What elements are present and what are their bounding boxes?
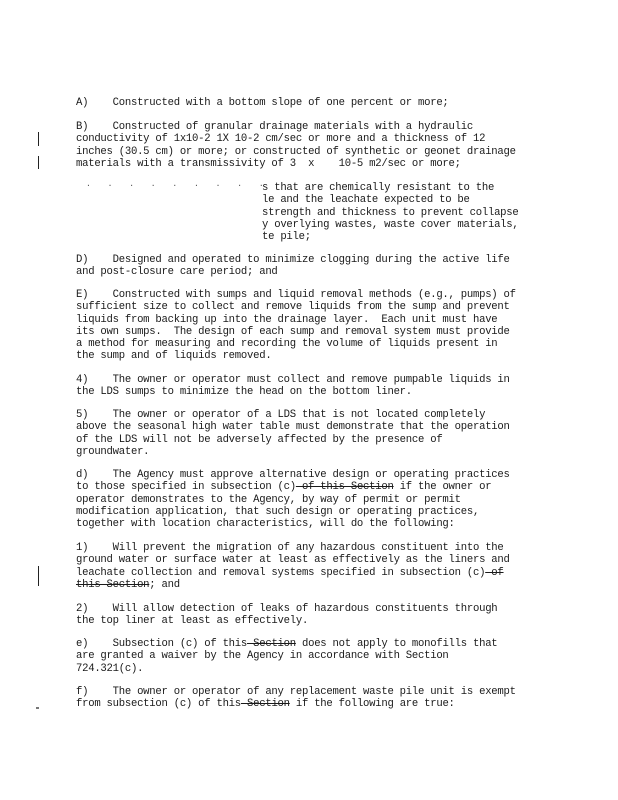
text-run: if the following are true: [289,698,455,711]
obscured-text-marks: . . . . . . . . . [86,180,270,189]
text-line: B) Constructed of granular drainage materials with a hydraulic [76,121,473,133]
text-line: above the seasonal high water table must demonstrate that the operation [76,421,510,434]
revision-bar [38,156,39,169]
struck-text: Section [240,698,290,711]
text-line: 1) Will prevent the migration of any hazardous constituent into the [76,542,504,554]
paragraph-4 [76,374,546,399]
text-run: leachate collection and removal systems specified in subsection (c) [76,566,486,579]
text-line: ground water or surface water at least as effectively as the liners and [76,554,510,567]
text-line: 724.321(c). [76,662,144,675]
paragraph-d-lower [76,469,546,530]
text-line: the LDS sumps to minimize the head on the bottom liner. [76,386,412,399]
text-line: together with location characteristics, will do the following: [76,518,455,531]
text-line [76,638,546,650]
text-line [76,481,546,493]
text-line [76,567,546,579]
struck-text: this Section [76,578,150,591]
struck-text: of this Section [295,481,394,494]
text-run: ; and [149,578,180,591]
text-line: s that are chemically resistant to the [262,182,495,194]
text-line: the top liner at least as effectively. [76,615,309,628]
paragraph-b [76,121,546,170]
text-line: d) The Agency must approve alternative design or operating practices [76,469,510,481]
revision-bar [38,566,39,586]
text-line: its own sumps. The design of each sump and removal system must provide [76,325,510,338]
text-line: the sump and of liquids removed. [76,350,272,363]
text-line: le and the leachate expected to be [262,194,470,207]
text-line: y overlying wastes, waste cover materials, [262,218,519,231]
text-line: 4) The owner or operator must collect and remove pumpable liquids in [76,374,510,386]
struck-text: of [485,566,504,579]
text-line: A) Constructed with a bottom slope of one percent or more; [76,97,449,109]
text-line: materials with a transmissivity of 3 x 10-5 m2/sec or more; [76,157,461,170]
text-line: E) Constructed with sumps and liquid removal methods (e.g., pumps) of [76,289,516,301]
text-run: does not apply to monofills that [295,638,498,650]
text-line: liquids from backing up into the drainage layer. Each unit must have [76,313,498,326]
text-run: e) Subsection (c) of this [76,638,248,650]
text-line: strength and thickness to prevent collapse [262,206,519,219]
text-line: D) Designed and operated to minimize clogging during the active life [76,254,510,266]
struck-text: Section [247,638,296,650]
text-run: if the owner or [393,481,492,494]
paragraph-5 [76,409,546,458]
paragraph-c-fragment [262,182,562,243]
text-line: 2) Will allow detection of leaks of hazardous constituents through [76,603,498,615]
text-run: to those specified in subsection (c) [76,481,296,494]
paragraph-2 [76,603,546,628]
margin-mark [36,707,39,709]
revision-bar [38,132,39,146]
text-line: a method for measuring and recording the volume of liquids present in [76,338,498,351]
text-line: and post-closure care period; and [76,266,278,279]
text-line: f) The owner or operator of any replacement waste pile unit is exempt [76,686,516,698]
text-line: modification application, that such design or operating practices, [76,505,480,518]
text-line: sufficient size to collect and remove liquids from the sump and prevent [76,301,510,314]
text-line [76,698,546,710]
text-run: from subsection (c) of this [76,698,241,711]
paragraph-d [76,254,546,279]
text-line: te pile; [262,231,311,244]
text-line: of the LDS will not be adversely affected by the presence of [76,433,443,446]
paragraph-1 [76,542,546,591]
text-line: 5) The owner or operator of a LDS that is not located completely [76,409,486,421]
text-line: conductivity of 1x10-2 1X 10-2 cm/sec or more and a thickness of 12 [76,133,486,146]
paragraph-e-lower [76,638,546,675]
paragraph-a [76,97,546,109]
paragraph-f [76,686,546,711]
text-line: operator demonstrates to the Agency, by way of permit or permit [76,493,461,506]
text-line [76,579,546,591]
paragraph-e [76,289,546,363]
text-line: are granted a waiver by the Agency in accordance with Section [76,650,449,663]
text-line: inches (30.5 cm) or more; or constructed of synthetic or geonet drainage [76,145,516,158]
text-line: groundwater. [76,445,150,458]
